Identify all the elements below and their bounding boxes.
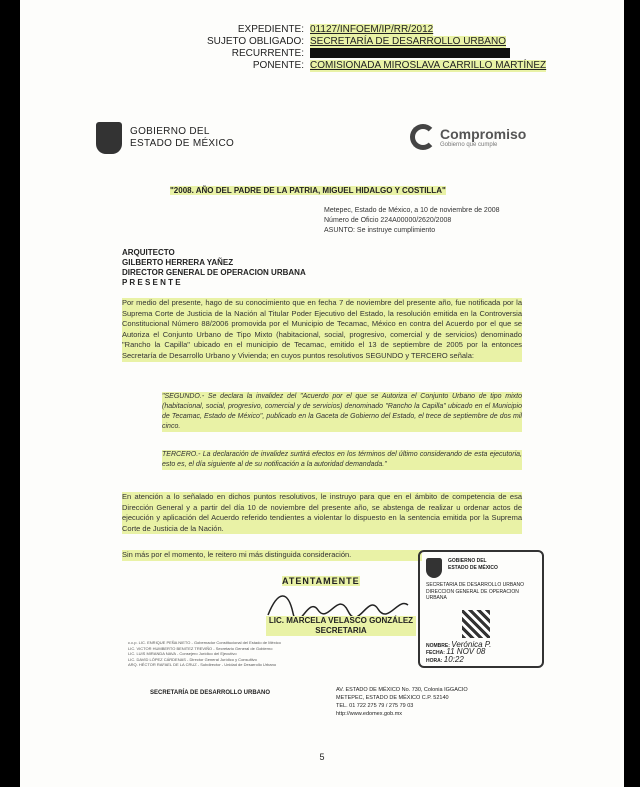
qr-code-icon [462, 610, 490, 638]
quote-segundo: "SEGUNDO.- Se declara la invalidez del "Acuerdo por el que se Autoriza el Conjunto Urbano de tipo mixto (habitacional, social, progresivo, comercial y de servicios) denominado "Rancho la Capilla" ubicado en el Municipio de Tecamac, Estado de México", publicado en la Gaceta de Gobierno del Estado, el trece de septiembre de dos mil cinco. [162, 393, 522, 430]
stamp-seal-icon [426, 558, 442, 578]
quote-tercero: TERCERO.- La declaración de invalidez surtirá efectos en los términos del último considerando de esta ejecutoria, esto es, el día siguiente al de su notificación a la autoridad demandada." [162, 451, 522, 468]
reception-stamp: GOBIERNO DEL ESTADO DE MÉXICO SECRETARIA DE DESARROLLO URBANO DIRECCION GENERAL DE OPERACION URBANA NOMBRE: Verónica P. FECHA: 11 NOV 08 HORA: 10:22 [418, 550, 544, 668]
redaction-bar [310, 48, 510, 58]
closing-line: Sin más por el momento, le reitero mi más distinguida consideración. [122, 550, 422, 561]
body-paragraph-1: Por medio del presente, hago de su conocimiento que en fecha 7 de noviembre del presente año, fue notificada por la Suprema Corte de Justicia de la Nación al Titular Poder Ejecutivo del Estado, la resolución emitida en la Controversia Constitucional Número 88/2006 promovida por el Municipio de Tecamac, México en contra del Acuerdo por el que se Autoriza el Conjunto Urbano de Tipo Mixto (habitacional, social, progresivo, comercial y de servicios) denominado "Rancho la Capilla" ubicado en el municipio de Tecamac, emitido el 13 de septiembre de 2005 por la entonces Secretaría de Desarrollo Urbano y Vivienda; en cuyos puntos resolutivos SEGUNDO y TERCERO señala: [122, 298, 522, 360]
header-row-sujeto: SUJETO OBLIGADO: SECRETARÍA DE DESARROLLO URBANO [206, 36, 506, 47]
compromiso-logo: Compromiso Gobierno que cumple [410, 124, 526, 150]
sujeto-value: SECRETARÍA DE DESARROLLO URBANO [310, 36, 506, 47]
oficio-meta: Metepec, Estado de México, a 10 de noviembre de 2008 Número de Oficio 224A00000/2620/2008 ASUNTO: Se instruye cumplimiento [324, 207, 500, 234]
footer-address: AV. ESTADO DE MÉXICO No. 730, Colonia IGGACIO METEPEC, ESTADO DE MÉXICO C.P. 52140 TEL. 01 722 275 79 / 275 79 03 http://www.edomex.gob.mx [336, 687, 468, 717]
expediente-value: 01127/INFOEM/IP/RR/2012 [310, 24, 434, 35]
gobierno-logo: GOBIERNO DEL ESTADO DE MÉXICO [96, 122, 234, 154]
swirl-icon [410, 124, 436, 150]
footer-secretaria: SECRETARÍA DE DESARROLLO URBANO [150, 690, 271, 696]
document-page [20, 0, 624, 787]
ccp-list: c.c.p. LIC. ENRIQUE PEÑA NIETO - Gobernador Constitucional del Estado de México LIC. VICTOR HUMBERTO BENITEZ TREVIÑO - Secretario General de Gobierno LIC. LUIS MIRANDA NAVA - Consejero Jurídico del Ejecutivo LIC. DAVID LÓPEZ CÁRDENAS - Director General Jurídico y Consultivo ARQ. HÉCTOR RAFAEL DE LA CRUZ - Subdirector - Unidad de Desarrollo Urbano [128, 640, 281, 667]
page-number: 5 [319, 752, 325, 762]
case-header [20, 24, 624, 72]
year-motto: "2008. AÑO DEL PADRE DE LA PATRIA, MIGUEL HIDALGO Y COSTILLA" [170, 186, 446, 195]
addressee-block: ARQUITECTO GILBERTO HERRERA YAÑEZ DIRECTOR GENERAL DE OPERACION URBANA P R E S E N T E [122, 248, 306, 287]
header-row-recurrente: RECURRENTE: [20, 48, 624, 60]
body-paragraph-2: En atención a lo señalado en dichos puntos resolutivos, le instruyo para que en el ámbito de competencia de esa Dirección General y a partir del día 10 de noviembre del presente año, se abstenga de realizar u ordenar actos de ejecución y aplicación del Acuerdo referido tendientes a violentar lo dispuesto en la sentencia emitida por la Suprema Corte de Justicia de la Nación. [122, 492, 522, 533]
state-seal-icon [96, 122, 122, 154]
header-row-expediente: EXPEDIENTE: 01127/INFOEM/IP/RR/2012 [237, 24, 434, 35]
atentamente: ATENTAMENTE [282, 576, 360, 586]
ponente-value: COMISIONADA MIROSLAVA CARRILLO MARTÍNEZ [310, 60, 547, 71]
header-row-ponente: PONENTE: COMISIONADA MIROSLAVA CARRILLO MARTÍNEZ [252, 60, 547, 71]
signer-block: LIC. MARCELA VELASCO GONZÁLEZ SECRETARIA [266, 616, 416, 636]
